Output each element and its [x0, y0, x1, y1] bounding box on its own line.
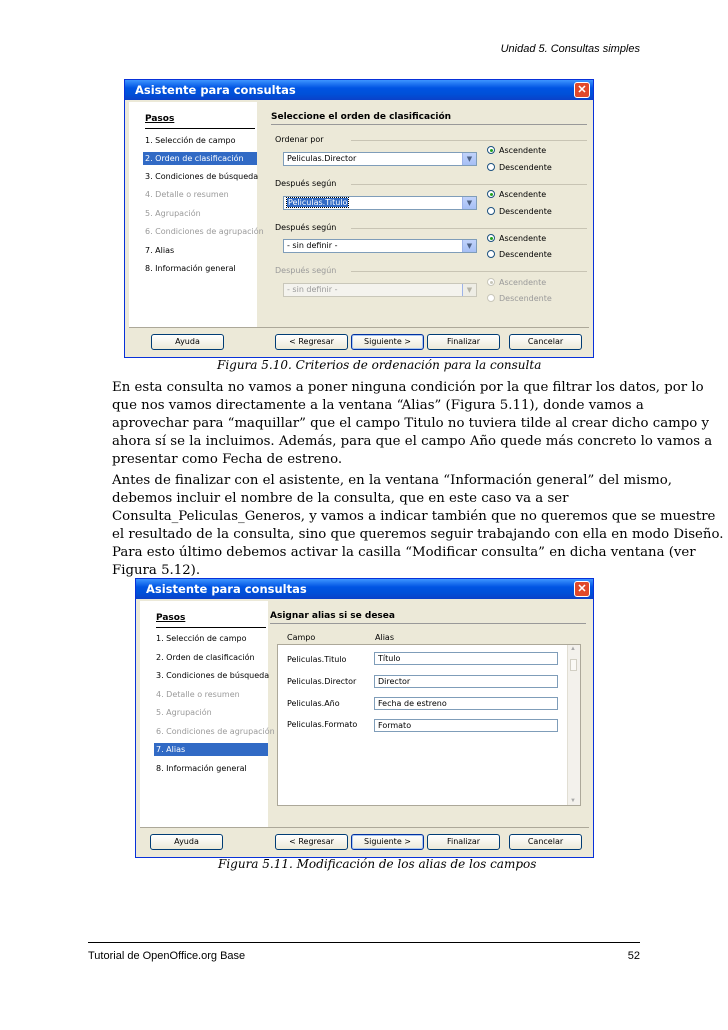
back-button[interactable]: < Regresar	[275, 834, 348, 850]
page-title: Asignar alias si se desea	[270, 611, 395, 621]
query-wizard-window-alias	[135, 578, 594, 858]
ascending-radio[interactable]: Ascendente	[487, 234, 546, 244]
paragraph	[112, 472, 724, 580]
chevron-down-icon: ▼	[462, 284, 476, 296]
text-line: Para esto último debemos activar la casilla “Modificar consulta” en dicha ventana (ver	[112, 545, 696, 560]
paragraph	[112, 379, 713, 469]
text-line: Figura 5.12).	[112, 563, 201, 578]
alias-input[interactable]: Director	[374, 675, 558, 688]
divider	[351, 184, 587, 185]
step-item-disabled: 5. Agrupación	[145, 209, 201, 218]
chevron-down-icon[interactable]: ▼	[462, 153, 476, 165]
ascending-radio[interactable]: Ascendente	[487, 190, 546, 200]
divider	[351, 140, 587, 141]
help-button[interactable]: Ayuda	[150, 834, 223, 850]
footer-title: Tutorial de OpenOffice.org Base	[88, 950, 246, 962]
alias-input[interactable]: Fecha de estreno	[374, 697, 558, 710]
running-header: Unidad 5. Consultas simples	[500, 43, 640, 55]
select-value: Peliculas.Director	[287, 154, 357, 163]
field-name: Peliculas.Formato	[287, 720, 358, 729]
figure-caption: Figura 5.11. Modificación de los alias de los campos	[218, 857, 537, 871]
sort-field-select-disabled	[283, 283, 477, 297]
step-item[interactable]: 8. Información general	[156, 764, 247, 773]
text-line: Antes de finalizar con el asistente, en la ventana “Información general” del mismo,	[112, 473, 672, 488]
scroll-down-icon[interactable]: ▼	[570, 798, 576, 804]
text-line: Consulta_Peliculas_Generos, y vamos a indicar también que no queremos que se muestre	[112, 509, 716, 524]
select-value: - sin definir -	[287, 285, 338, 294]
sort-label: Después según	[275, 223, 337, 232]
close-icon[interactable]: ✕	[574, 581, 590, 597]
scrollbar[interactable]	[567, 645, 580, 805]
finish-button[interactable]: Finalizar	[427, 334, 500, 350]
text-line: debemos incluir el nombre de la consulta, que en este caso va a ser	[112, 491, 569, 506]
ascending-radio-disabled: Ascendente	[487, 278, 546, 288]
descending-radio-disabled: Descendente	[487, 294, 552, 304]
alias-input[interactable]: Título	[374, 652, 558, 665]
step-item-disabled: 4. Detalle o resumen	[156, 690, 240, 699]
steps-panel	[129, 102, 264, 328]
field-name: Peliculas.Titulo	[287, 655, 347, 664]
footer-divider	[88, 942, 640, 943]
divider	[156, 627, 266, 628]
step-item-active[interactable]: 7. Alias	[154, 743, 268, 756]
chevron-down-icon[interactable]: ▼	[462, 197, 476, 209]
steps-heading: Pasos	[145, 114, 175, 124]
step-item[interactable]: 7. Alias	[145, 246, 175, 255]
divider	[351, 228, 587, 229]
descending-radio[interactable]: Descendente	[487, 163, 552, 173]
sort-label-disabled: Después según	[275, 266, 337, 275]
step-item-disabled: 5. Agrupación	[156, 708, 212, 717]
text-line: el resultado de la consulta, sino que queremos seguir trabajando con ella en modo Diseño.	[112, 527, 724, 542]
scroll-up-icon[interactable]: ▲	[570, 646, 576, 652]
divider	[145, 128, 255, 129]
divider	[270, 623, 586, 624]
back-button[interactable]: < Regresar	[275, 334, 348, 350]
text-line: que nos vamos directamente a la ventana “Alias” (Figura 5.11), donde vamos a	[112, 398, 644, 413]
column-header-alias: Alias	[375, 633, 394, 642]
cancel-button[interactable]: Cancelar	[509, 334, 582, 350]
divider	[271, 124, 587, 125]
column-header-field: Campo	[287, 633, 316, 642]
step-item[interactable]: 1. Selección de campo	[156, 634, 247, 643]
ascending-radio[interactable]: Ascendente	[487, 146, 546, 156]
step-item[interactable]: 8. Información general	[145, 264, 236, 273]
step-item[interactable]: 2. Orden de clasificación	[156, 653, 255, 662]
window-title: Asistente para consultas	[125, 80, 593, 100]
next-button[interactable]: Siguiente >	[351, 334, 424, 350]
steps-panel	[140, 601, 275, 827]
sort-label: Después según	[275, 179, 337, 188]
step-item-active[interactable]: 2. Orden de clasificación	[143, 152, 257, 165]
next-button[interactable]: Siguiente >	[351, 834, 424, 850]
button-bar	[129, 327, 589, 354]
help-button[interactable]: Ayuda	[151, 334, 224, 350]
text-line: presentar como Fecha de estreno.	[112, 452, 343, 467]
step-item-disabled: 4. Detalle o resumen	[145, 190, 229, 199]
cancel-button[interactable]: Cancelar	[509, 834, 582, 850]
sort-field-select[interactable]	[283, 152, 477, 166]
step-item-disabled: 6. Condiciones de agrupación	[145, 227, 264, 236]
descending-radio[interactable]: Descendente	[487, 207, 552, 217]
text-line: ahora sí se la incluimos. Además, para que el campo Año quede más concreto lo vamos a	[112, 434, 713, 449]
close-icon[interactable]: ✕	[574, 82, 590, 98]
text-line: aprovechar para “maquillar” que el campo Titulo no tuviera tilde al crear dicho campo y	[112, 416, 710, 431]
step-item[interactable]: 1. Selección de campo	[145, 136, 236, 145]
steps-heading: Pasos	[156, 613, 186, 623]
window-title: Asistente para consultas	[136, 579, 593, 599]
chevron-down-icon[interactable]: ▼	[462, 240, 476, 252]
query-wizard-window-sort	[124, 79, 594, 358]
select-value: Peliculas.Titulo	[288, 198, 348, 207]
step-item[interactable]: 3. Condiciones de búsqueda	[156, 671, 270, 680]
figure-caption: Figura 5.10. Criterios de ordenación para la consulta	[217, 358, 542, 372]
sort-field-select[interactable]	[283, 239, 477, 253]
page-number: 52	[627, 950, 640, 962]
step-item-disabled: 6. Condiciones de agrupación	[156, 727, 275, 736]
step-item[interactable]: 3. Condiciones de búsqueda	[145, 172, 259, 181]
descending-radio[interactable]: Descendente	[487, 250, 552, 260]
field-name: Peliculas.Director	[287, 677, 357, 686]
field-name: Peliculas.Año	[287, 699, 340, 708]
sort-label: Ordenar por	[275, 135, 324, 144]
page-title: Seleccione el orden de clasificación	[271, 112, 452, 122]
finish-button[interactable]: Finalizar	[427, 834, 500, 850]
select-value: - sin definir -	[287, 241, 338, 250]
button-bar	[140, 827, 589, 854]
text-line: En esta consulta no vamos a poner ninguna condición por la que filtrar los datos, por lo	[112, 380, 704, 395]
sort-field-select[interactable]	[283, 196, 477, 210]
alias-input[interactable]: Formato	[374, 719, 558, 732]
scroll-thumb[interactable]	[570, 659, 577, 671]
divider	[351, 271, 587, 272]
